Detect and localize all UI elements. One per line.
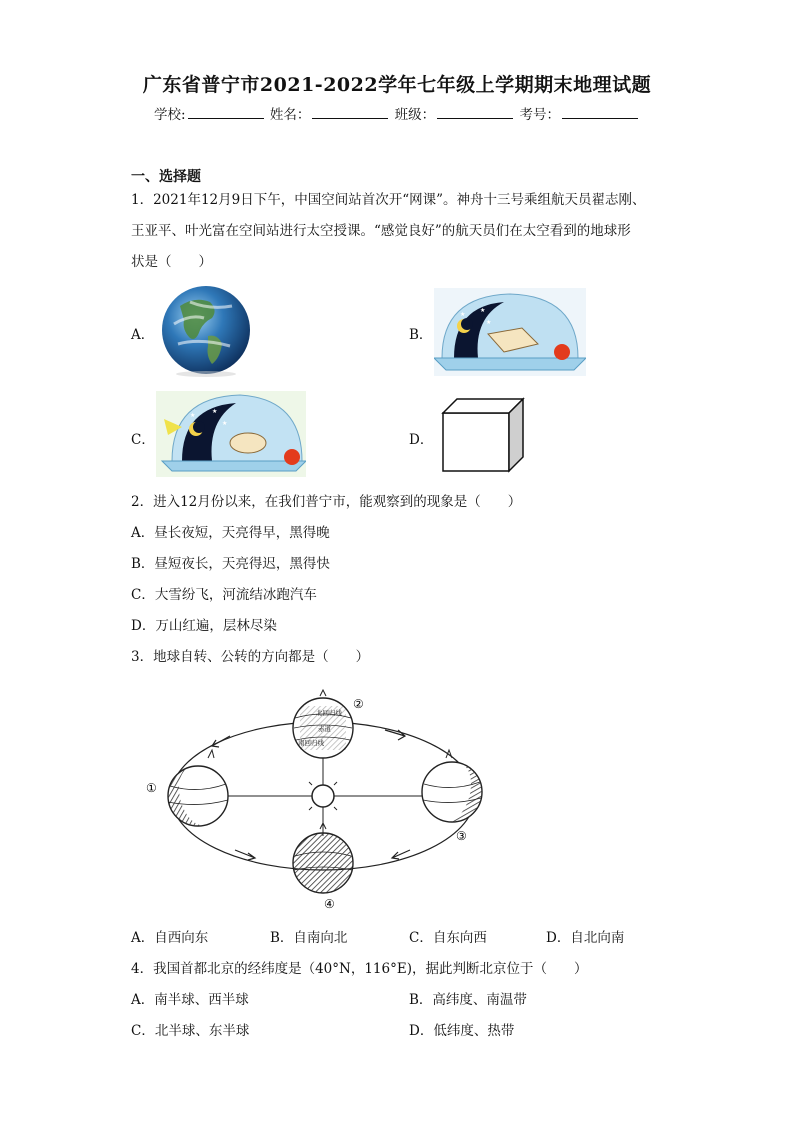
- student-info-line: [0, 103, 794, 123]
- q4-option-c[interactable]: C．北半球、东半球: [131, 1023, 250, 1039]
- q2-option-b[interactable]: B．昼短夜长，天亮得迟，黑得快: [131, 556, 330, 572]
- svg-text:★: ★: [190, 412, 196, 419]
- q4-option-d[interactable]: D．低纬度、热带: [409, 1023, 515, 1039]
- globe-position-3: [422, 750, 489, 829]
- q3-option-d[interactable]: D．自北向南: [546, 930, 625, 946]
- q4-option-a[interactable]: A．南半球、西半球: [131, 992, 249, 1008]
- school-label: 学校:: [154, 107, 186, 123]
- svg-text:★: ★: [212, 408, 218, 415]
- tropic-cancer-label: 北回归线: [316, 709, 342, 717]
- position-3-label: ③: [456, 829, 467, 843]
- globe-position-4: [293, 823, 353, 893]
- sun-icon: [312, 785, 334, 807]
- svg-text:★: ★: [460, 311, 466, 318]
- dome-round-earth-image[interactable]: [156, 391, 306, 477]
- svg-text:★: ★: [486, 319, 492, 326]
- q1-option-c-label[interactable]: C．: [131, 432, 155, 448]
- question-1-line-1: 1．2021年12月9日下午，中国空间站首次开“网课”。神舟十三号乘组航天员翟志刚、: [131, 192, 646, 208]
- position-1-label: ①: [146, 781, 157, 795]
- q3-option-c[interactable]: C．自东向西: [409, 930, 487, 946]
- question-1-text: [131, 185, 671, 278]
- dome-flat-earth-image[interactable]: [434, 288, 586, 376]
- section-title: 一、选择题: [131, 169, 201, 185]
- q2-option-a[interactable]: A．昼长夜短，天亮得早，黑得晚: [131, 525, 330, 541]
- q3-option-b[interactable]: B．自南向北: [270, 930, 348, 946]
- q1-option-d-label[interactable]: D．: [409, 432, 434, 448]
- globe-position-2: [293, 690, 353, 758]
- school-blank: [188, 106, 264, 119]
- position-2-label: ②: [353, 697, 364, 711]
- name-label: 姓名：: [269, 107, 311, 123]
- svg-text:★: ★: [222, 420, 228, 427]
- class-blank: [437, 106, 513, 119]
- q3-option-a[interactable]: A．自西向东: [131, 930, 209, 946]
- svg-text:★: ★: [480, 307, 486, 314]
- question-3-text: 3．地球自转、公转的方向都是（ ）: [131, 649, 370, 665]
- page-title: 广东省普宁市2021-2022学年七年级上学期期末地理试题: [142, 74, 652, 96]
- question-4-text: 4．我国首都北京的经纬度是（40°N，116°E)，据此判断北京位于（ ）: [131, 961, 588, 977]
- exam-number-label: 考号：: [519, 107, 560, 123]
- question-2-text: 2．进入12月份以来，在我们普宁市，能观察到的现象是（ ）: [131, 494, 522, 510]
- exam-number-blank: [562, 106, 638, 119]
- earth-globe-image[interactable]: [160, 284, 252, 380]
- tropic-capricorn-label: 南回归线: [298, 739, 324, 747]
- question-1-line-2: 王亚平、叶光富在空间站进行太空授课。“感觉良好”的航天员们在太空看到的地球形: [131, 223, 631, 239]
- earth-revolution-diagram: [140, 688, 490, 913]
- q2-option-d[interactable]: D．万山红遍，层林尽染: [131, 618, 277, 634]
- question-1-line-3: 状是（ ）: [131, 254, 212, 270]
- q1-option-b-label[interactable]: B．: [409, 327, 433, 343]
- q1-option-a-label[interactable]: A．: [131, 327, 155, 343]
- globe-position-1: [161, 750, 228, 833]
- name-blank: [312, 106, 388, 119]
- class-label: 班级：: [394, 107, 436, 123]
- q4-option-b[interactable]: B．高纬度、南温带: [409, 992, 527, 1008]
- cube-image[interactable]: [440, 397, 526, 473]
- position-4-label: ④: [324, 897, 335, 911]
- equator-label: 赤道: [318, 725, 331, 733]
- q2-option-c[interactable]: C．大雪纷飞，河流结冰跑汽车: [131, 587, 317, 603]
